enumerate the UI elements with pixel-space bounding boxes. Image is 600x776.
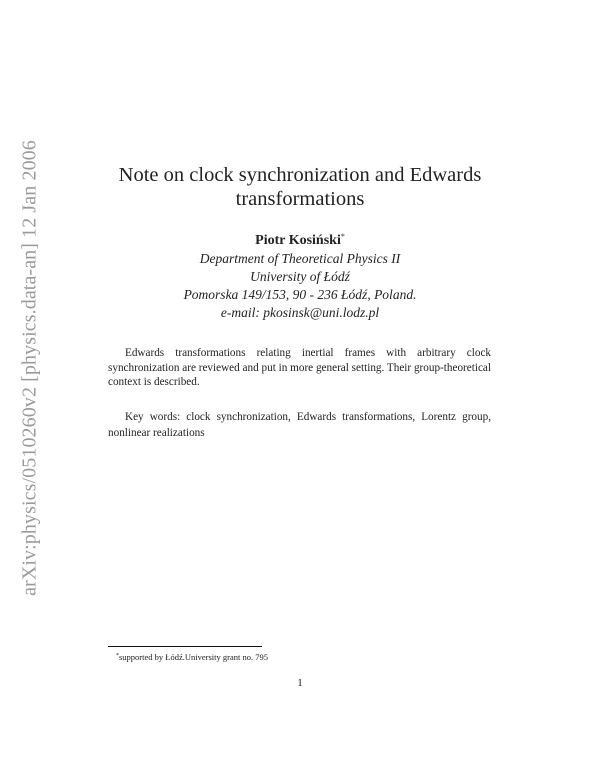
paper-title	[100, 163, 500, 211]
footnote-rule	[108, 646, 262, 647]
page-number: 1	[297, 677, 303, 689]
affiliation-department: Department of Theoretical Physics II	[199, 251, 401, 266]
arxiv-sidebar-stamp	[18, 140, 41, 596]
title-line-1: Note on clock synchronization and Edwards	[118, 164, 482, 186]
affiliation-university: University of Łódź	[250, 269, 350, 284]
arxiv-identifier: arXiv:physics/0510260v2 [physics.data-an] 12 Jan 2006	[18, 140, 41, 596]
footnote	[116, 651, 268, 663]
author-footnote-mark: *	[340, 232, 345, 241]
title-line-2: transformations	[235, 188, 365, 210]
keywords	[108, 410, 491, 441]
author-name-text: Piotr Kosiński	[255, 233, 341, 248]
affiliation-address: Pomorska 149/153, 90 - 236 Łódź, Poland.	[183, 287, 417, 302]
abstract-text: Edwards transformations relating inertial frames with arbitrary clock synchronization are reviewed and put in more general setting. Their group-theoretical context is described.	[108, 347, 491, 389]
footnote-text: supported by Łódź.University grant no. 795	[119, 652, 268, 662]
footnote-mark: *	[116, 653, 119, 659]
author-name	[120, 228, 480, 250]
author-block	[120, 228, 480, 322]
keywords-text: Key words: clock synchronization, Edwards transformations, Lorentz group, nonlinear realizations	[108, 411, 491, 439]
affiliation-email: e-mail: pkosinsk@uni.lodz.pl	[220, 305, 380, 320]
abstract	[108, 346, 491, 390]
